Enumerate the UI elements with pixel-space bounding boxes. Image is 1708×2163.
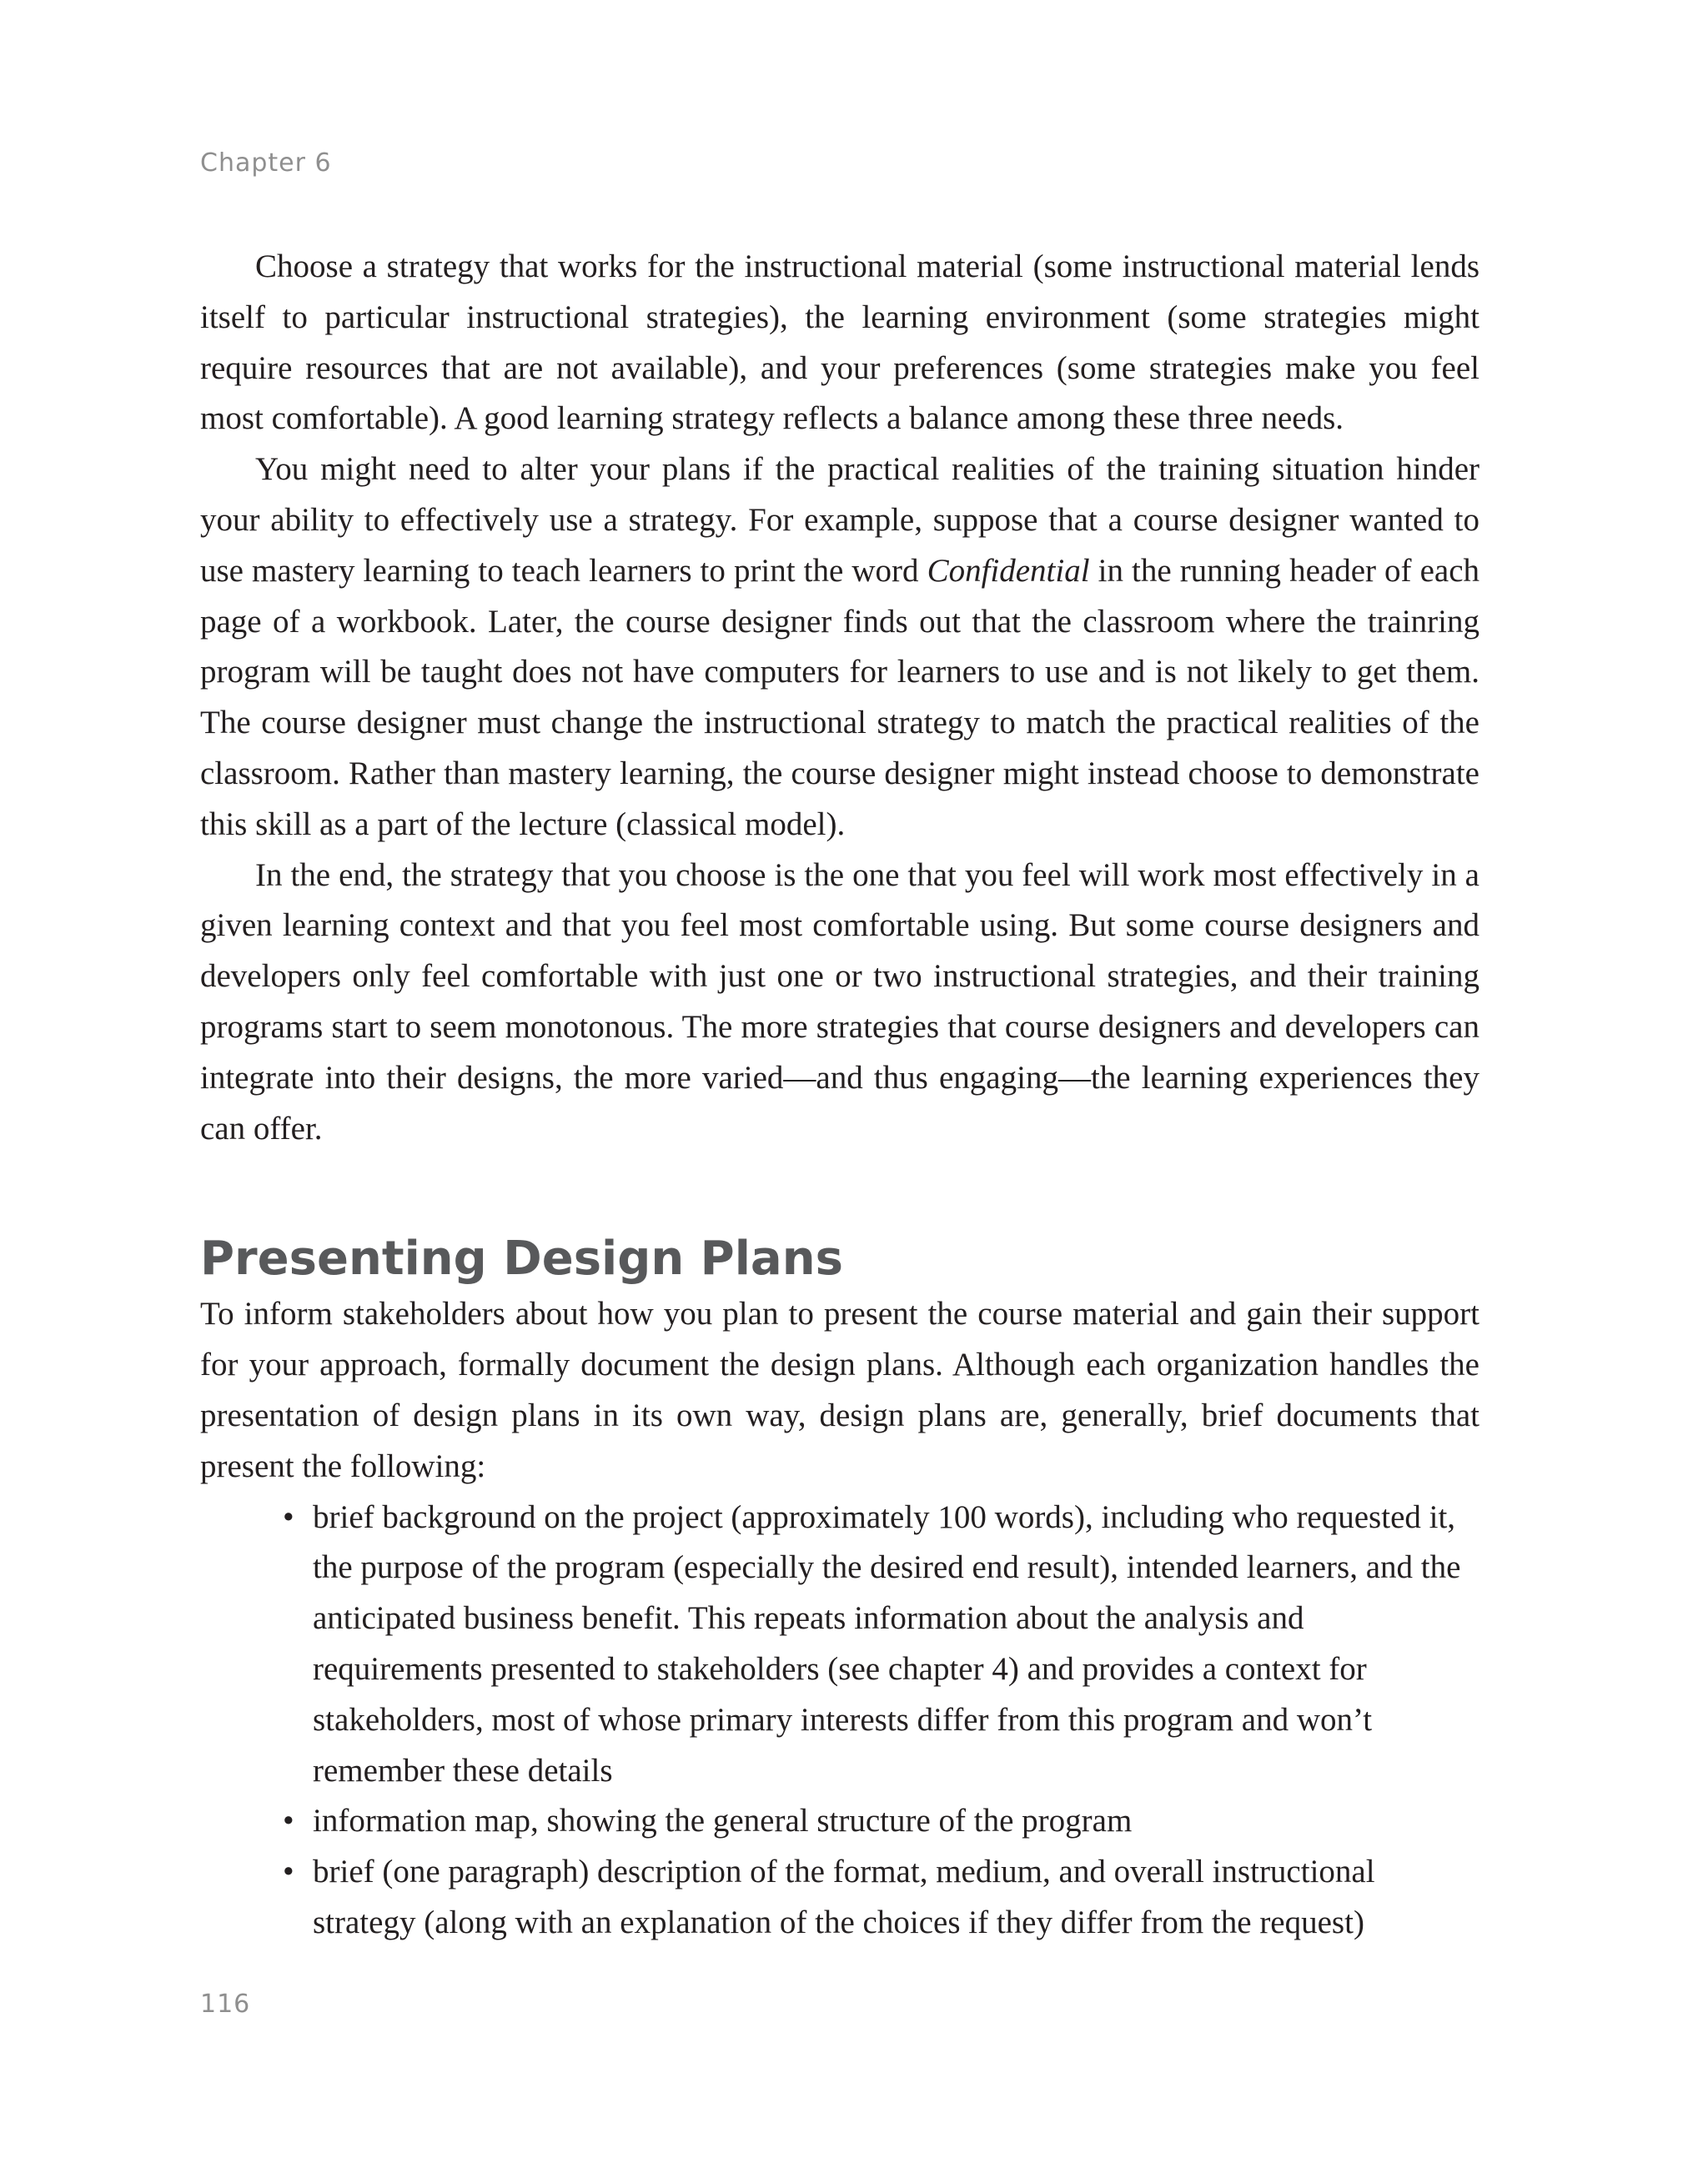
- bullet-icon: •: [283, 1498, 294, 1535]
- list-item-text: brief (one paragraph) description of the format, medium, and overall instructional strategy (along with an explanation of the choices if they differ from the request): [313, 1854, 1375, 1940]
- page-number: 116: [200, 1990, 251, 2019]
- list-item: [283, 1796, 1464, 1847]
- paragraph-2-text-after: in the running header of each page of a workbook. Later, the course designer finds out that the classroom where the trainring program will be taught does not have computers for learners to use and is not likely to get them. The course designer must change the instructional strategy to match the practical realities of the classroom. Rather than mastery learning, the course designer might instead choose to demonstrate this skill as a part of the lecture (classical model).: [200, 552, 1480, 842]
- page-body: [200, 242, 1479, 1949]
- list-item: [283, 1493, 1464, 1797]
- paragraph-2-emphasis: Confidential: [927, 552, 1090, 589]
- list-item-text: information map, showing the general structure of the program: [313, 1803, 1133, 1839]
- section-intro-paragraph: To inform stakeholders about how you plan to present the course material and gain their support for your approach, formally document the design plans. Although each organization handles the presentation of design plans in its own way, design plans are, generally, brief documents that present the following:: [200, 1296, 1479, 1484]
- bullet-icon: •: [283, 1803, 294, 1839]
- running-head: Chapter 6: [200, 148, 332, 178]
- body-paragraph-2: [200, 444, 1479, 850]
- body-paragraph-1: Choose a strategy that works for the instructional material (some instructional material lends itself to particular instructional strategies), the learning environment (some strategies might require resources that are not available), and your preferences (some strategies make you feel most comfortable). A good learning strategy reflects a balance among these three needs.: [200, 248, 1479, 437]
- paragraph-2-text-before: You might need to alter your plans if the practical realities of the training situation hinder your ability to effectively use a strategy. For example, suppose that a course designer wanted to use mastery learning to teach learners to print the word: [200, 451, 1479, 589]
- list-item-text: brief background on the project (approximately 100 words), including who requested it, the purpose of the program (especially the desired end result), intended learners, and the anticipated business benefit. This repeats information about the analysis and requirements presented to stakeholders (see chapter 4) and provides a context for stakeholders, most of whose primary interests differ from this program and won’t remember these details: [313, 1498, 1461, 1789]
- list-item: [283, 1847, 1464, 1949]
- body-paragraph-3: In the end, the strategy that you choose is the one that you feel will work most effectively in a given learning context and that you feel most comfortable using. But some course designers and developers only feel comfortable with just one or two instructional strategies, and their training programs start to seem monotonous. The more strategies that course designers and developers can integrate into their designs, the more varied—and thus engaging—the learning experiences they can offer.: [200, 856, 1479, 1147]
- design-plan-bullet-list: [200, 1493, 1464, 1949]
- bullet-icon: •: [283, 1854, 294, 1890]
- section-heading: Presenting Design Plans: [200, 1232, 843, 1287]
